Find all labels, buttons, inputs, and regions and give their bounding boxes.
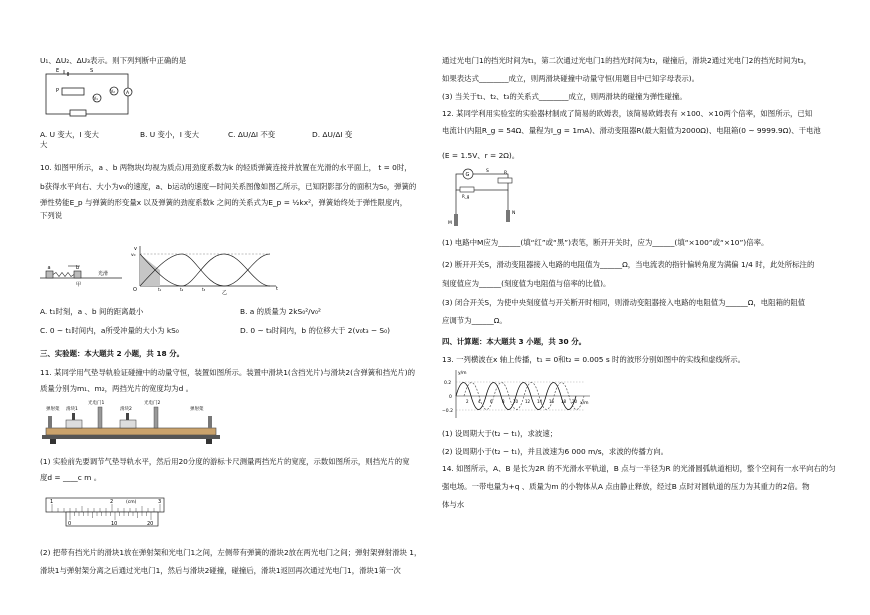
q10-line: b获得水平向右、大小为v₀的速度，a、b运动的速度—时间关系图像如图乙所示，已知阴影部分的面积为S₀，弹簧的 xyxy=(40,182,417,191)
launcher-label: 弹射架 xyxy=(46,407,60,412)
v0-label: v₀ xyxy=(131,253,136,258)
q13-part2: (2) 设周期小于(t₂ − t₁)，并且波速为6 000 m/s，求波的传播方向。 xyxy=(442,447,669,456)
t2-label: t₂ xyxy=(180,287,184,292)
t1-label: t₁ xyxy=(158,287,162,292)
slider1-label: 滑块1 xyxy=(66,407,78,412)
q11-line: 质量分别为m₁、m₂，两挡光片的宽度均为d 。 xyxy=(40,384,194,393)
q11-part1-line: 度d = ____c m 。 xyxy=(40,473,102,482)
t3-label: t₃ xyxy=(202,287,206,292)
wave-x-tick: 4 xyxy=(478,399,481,404)
wave-y-axis-label: y/m xyxy=(458,371,467,376)
q11-part2-line: (2) 把带有挡光片的滑块1放在弹射架和光电门1之间，左侧带有弹簧的滑块2放在两光电门之间；弹射架弹射滑块 1， xyxy=(40,548,422,557)
q14-line: 体与水 xyxy=(442,500,465,509)
q12-part1: (1) 电路中M应为______(填“红”或“黑”)表笔，断开开关时，应为______(填“×100”或“×10”)倍率。 xyxy=(442,238,769,247)
v2-meter-label: V₂ xyxy=(110,89,115,94)
q12-part3-line: 应调节为______Ω。 xyxy=(442,316,507,325)
rheostat-r-label: R xyxy=(504,171,508,176)
q10-option-b: B. a 的质量为 2kS₀²/v₀² xyxy=(240,307,321,316)
switch-s-label: S xyxy=(486,169,489,174)
q10-figure-yi-vt-graph xyxy=(130,244,280,294)
block-a-label: a xyxy=(47,265,51,271)
caliper-units: (cm) xyxy=(126,500,137,505)
caliper-main-tick-1: 1 xyxy=(50,499,54,505)
q11-air-track-diagram xyxy=(42,398,220,446)
q11-part3: (3) 当关于t₁、t₂、t₃的关系式________成立，则两滑块的碰撞为弹性碰撞。 xyxy=(442,92,687,101)
caliper-main-tick-2: 2 xyxy=(110,499,114,505)
wave-y-tick: 0.2 xyxy=(444,381,452,386)
caliper-vernier-tick-20: 20 xyxy=(147,521,154,527)
wave-y-tick: 0 xyxy=(449,395,452,400)
wave-x-tick: 12 xyxy=(525,399,531,404)
probe-n-label: N xyxy=(512,211,516,216)
wave-x-tick: 6 xyxy=(490,399,493,404)
q12-part2-line: (2) 断开开关S，滑动变阻器接入电路的电阻值为______Ω，当电流表的指针偏转角度为满偏 1/4 时，此处所标注的 xyxy=(442,260,815,269)
v1-meter-label: V₁ xyxy=(93,96,98,101)
q9-option-b: B. U 变小，I 变大 xyxy=(140,130,200,139)
q11-part1-line: (1) 实验前先要调节气垫导轨水平，然后用20分度的游标卡尺测量两挡光片的宽度，示数如图所示，则挡光片的宽 xyxy=(40,457,410,466)
slider2-label: 滑块2 xyxy=(120,407,132,412)
caliper-vernier-tick-0: 0 xyxy=(68,521,72,527)
q9-option-a: A. U 变大，I 变大 xyxy=(40,130,99,139)
launcher-label-right: 弹射架 xyxy=(190,407,204,412)
q9-option-d-cont: 大 xyxy=(40,140,48,149)
section-4-heading: 四、计算题：本大题共 3 小题，共 30 分。 xyxy=(442,337,586,346)
wave-x-tick: 8 xyxy=(502,399,505,404)
wave-x-axis-label: x/m xyxy=(580,401,589,406)
block-b-label: b xyxy=(76,265,80,271)
q10-line: 弹性势能E_p 与弹簧的形变量x 以及弹簧的劲度系数k 之间的关系式为E_p = ½kx²，弹簧始终处于弹性限度内， xyxy=(40,198,408,207)
q9-circuit-diagram xyxy=(42,68,132,120)
wave-x-tick: 14 xyxy=(537,399,543,404)
wave-x-tick: 18 xyxy=(561,399,567,404)
probe-m-label: M xyxy=(448,221,452,226)
q9-tail: U₁、ΔU₂、ΔU₃表示。则下列判断中正确的是 xyxy=(40,56,187,65)
gate1-label: 光电门1 xyxy=(88,401,105,406)
wave-x-tick: 20 xyxy=(572,399,578,404)
caliper-vernier-tick-10: 10 xyxy=(111,521,118,527)
wave-x-tick: 2 xyxy=(466,399,469,404)
slider-p-label: P xyxy=(56,88,60,94)
q9-option-d: D. ΔU/ΔI 变 xyxy=(312,130,353,139)
q12-ohmmeter-circuit xyxy=(446,166,526,232)
q10-option-c: C. 0 ~ t₁时间内，a所受冲量的大小为 kS₀ xyxy=(40,326,179,335)
q10-option-d: D. 0 ~ t₃时间内，b 的位移大于 2(v₀t₃ − S₀) xyxy=(240,326,390,335)
q11-part2-line: 滑块1与弹射架分离之后通过光电门1，然后与滑块2碰撞，碰撞后，滑块1返回再次通过光电门1，滑块1第一次 xyxy=(40,566,401,575)
q10-line: 下列说 xyxy=(40,211,63,220)
q10-figure-jia xyxy=(40,260,124,286)
q10-line: 10. 如图甲所示，a 、b 两物块(均视为质点)用劲度系数为k 的轻质弹簧连接并放置在光滑的水平面上， t = 0时， xyxy=(40,163,412,172)
ammeter-label: A xyxy=(126,91,130,96)
q9-option-c: C. ΔU/ΔI 不变 xyxy=(228,130,276,139)
rg-label: R_g xyxy=(462,194,470,199)
q14-line: 强电场。一带电量为+q 、质量为m 的小物体从A 点由静止释放，经过B 点时对圆轨道的压力为其重力的2倍。物 xyxy=(442,482,810,491)
t-axis-label: t xyxy=(276,286,278,292)
q13-wave-graph xyxy=(444,368,594,420)
q12-part3-line: (3) 闭合开关S，为使中央刻度值与开关断开时相同，则滑动变阻器接入电路的电阻值为______Ω，电阻箱的阻值 xyxy=(442,298,806,307)
q12-line: 12. 某同学利用实验室的实验器材制成了简易的欧姆表，该简易欧姆表有 ×100、×10两个倍率，如图所示，已知 xyxy=(442,109,813,118)
q13-stem: 13. 一列横波在x 轴上传播，t₁ = 0和t₂ = 0.005 s 时的波形分别如图中的实线和虚线所示。 xyxy=(442,355,746,364)
q13-part1: (1) 设周期大于(t₂ − t₁)，求波速； xyxy=(442,429,558,438)
wave-y-tick: −0.2 xyxy=(442,409,453,414)
galvanometer-label: G xyxy=(465,172,470,178)
q12-battery: (E = 1.5V、r = 2Ω)。 xyxy=(442,151,520,160)
switch-label: S xyxy=(90,68,94,74)
origin-label: O xyxy=(133,287,137,293)
gate2-label: 光电门2 xyxy=(144,401,161,406)
q11-vernier-caliper xyxy=(46,494,166,536)
figure-jia-label: 甲 xyxy=(76,282,82,288)
smooth-label: 光滑 xyxy=(98,271,109,277)
q11-continued-line: 通过光电门1的挡光时间为t₁，第二次通过光电门1的挡光时间为t₂，碰撞后，滑块2通过光电门2的挡光时间为t₃， xyxy=(442,56,811,65)
battery-label: E xyxy=(56,68,60,74)
section-3-heading: 三、实验题：本大题共 2 小题，共 18 分。 xyxy=(40,349,184,358)
figure-yi-label: 乙 xyxy=(222,290,228,296)
wave-x-tick: 10 xyxy=(513,399,519,404)
wave-x-tick: 16 xyxy=(549,399,555,404)
q10-option-a: A. t₁时刻，a 、b 间的距离最小 xyxy=(40,307,144,316)
q11-continued-line: 如果表达式________成立，则两滑块碰撞中动量守恒(用题目中已知字母表示)。 xyxy=(442,74,700,83)
q12-part2-line: 刻度值应为______(刻度值为电阻值与倍率的比值)。 xyxy=(442,279,611,288)
q12-line: 电流计(内阻R_g = 54Ω、量程为I_g = 1mA)、滑动变阻器R(最大阻值为2000Ω)、电阻箱(0 ~ 9999.9Ω)、干电池 xyxy=(442,126,821,135)
v-axis-label: v xyxy=(134,246,137,252)
q14-line: 14. 如图所示，A、B 是长为2R 的不光滑水平轨道，B 点与一半径为R 的光滑圆弧轨道相切，整个空间有一水平向右的匀 xyxy=(442,464,836,473)
q11-line: 11. 某同学用气垫导轨验证碰撞中的动量守恒，装置如图所示。装置中滑块1(含挡光片)与滑块2(含弹簧和挡光片)的 xyxy=(40,368,416,377)
caliper-main-tick-3: 3 xyxy=(158,499,162,505)
